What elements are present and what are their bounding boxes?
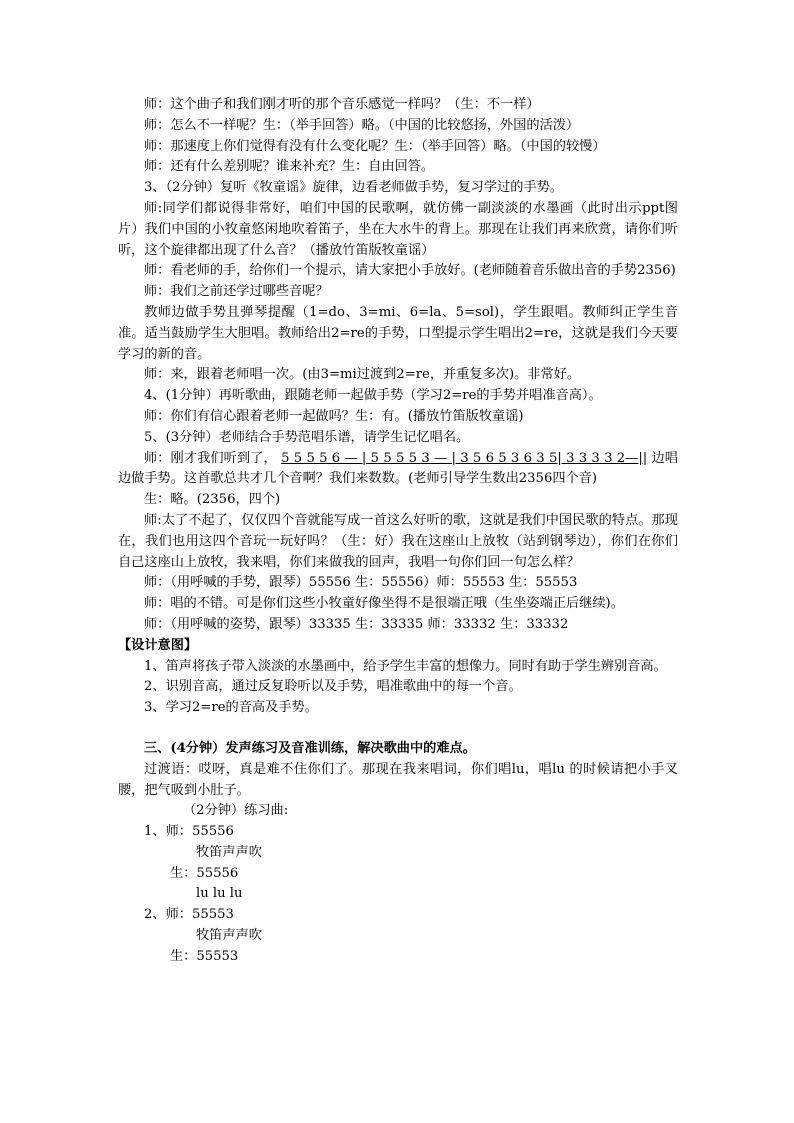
transition-text: 过渡语：哎呀，真是难不住你们了。那现在我来唱词，你们唱lu，唱lu 的时候请把小手叉腰，把气吸到小肚子。 xyxy=(118,761,678,798)
line-14 xyxy=(118,449,678,491)
design-item-2: 2、识别音高，通过反复聆听以及手势，唱准歌曲中的每一个音。 xyxy=(144,679,522,695)
section-3-title: 三、(4分钟）发声练习及音准训练，解决歌曲中的难点。 xyxy=(144,740,476,756)
line-10: 师：来，跟着老师唱一次。(由3=mi过渡到2=re，并重复多次)。非常好。 xyxy=(144,367,581,383)
exercise-1-teacher: 1、师：55556 xyxy=(144,824,234,840)
exercise-1-student: 生：55556 xyxy=(170,865,239,881)
line-9: 教师边做手势且弹琴提醒（1=do、3=mi、6=la、5=sol)，学生跟唱。教师纠正学生音准。适当鼓励学生大胆唱。教师给出2=re的手势，口型提示学生唱出2=re，这就是我们今天要学习的新的音。 xyxy=(118,304,678,362)
line-5: 3、（2分钟）复听《牧童谣》旋律，边看老师做手势，复习学过的手势。 xyxy=(144,180,563,196)
line-17: 师：（用呼喊的手势，跟琴）55556 生：55556）师：55553 生：55553 xyxy=(144,575,578,591)
line-14-intro: 师：刚才我们听到了， xyxy=(144,450,277,466)
line-7: 师：看老师的手，给你们一个提示，请大家把小手放好。(老师随着音乐做出音的手势2356) xyxy=(144,263,676,279)
line-1: 师：这个曲子和我们刚才听的那个音乐感觉一样吗？（生：不一样） xyxy=(144,97,540,112)
line-12: 师：你们有信心跟着老师一起做吗？生：有。(播放竹笛版牧童谣) xyxy=(144,408,524,424)
exercise-1-lu: lu lu lu xyxy=(196,886,243,902)
line-6: 师:同学们都说得非常好，咱们中国的民歌啊，就仿佛一副淡淡的水墨画（此时出示ppt图片）我们中国的小牧童悠闲地吹着笛子，坐在大水牛的背上。那现在让我们再来欣赏，请你们听听，这个旋律都出现了什么音？（播放竹笛版牧童谣） xyxy=(118,200,678,258)
exercise-2-lyric: 牧笛声声吹 xyxy=(196,928,262,944)
design-item-1: 1、笛声将孩子带入淡淡的水墨画中，给予学生丰富的想像力。同时有助于学生辨别音高。 xyxy=(144,658,667,674)
exercise-2-teacher: 2、师：55553 xyxy=(144,907,234,923)
design-intent-heading: 【设计意图】 xyxy=(118,637,198,653)
line-15: 生：略。(2356，四个) xyxy=(144,492,281,508)
practice-label: （2分钟）练习曲: xyxy=(183,803,289,819)
line-4: 师：还有什么差别呢？谁来补充？生：自由回答。 xyxy=(144,159,435,175)
exercise-2-student: 生：55553 xyxy=(170,948,239,964)
line-11: 4、(1分钟）再听歌曲，跟随老师一起做手势（学习2=re的手势并唱准音高）。 xyxy=(144,388,602,404)
score-notation: 5 5 5 5 6 — | 5 5 5 5 3 — | 3 5 6 5 3 6 3 5| 3 3 3 3 2—|| xyxy=(281,450,648,466)
line-8: 师：我们之前还学过哪些音呢？ xyxy=(144,284,329,300)
line-19: 师：（用呼喊的姿势，跟琴）33335 生：33335 师：33332 生：33332 xyxy=(144,616,569,632)
line-16: 师:太了不起了，仅仅四个音就能写成一首这么好听的歌，这就是我们中国民歌的特点。那现在，我们也用这四个音玩一玩好吗？（生：好）我在这座山上放牧（站到钢琴边），你们在你们自己这座山上放牧，我来唱，你们来做我的回声，我唱一句你们回一句怎么样？ xyxy=(118,512,678,570)
line-2: 师：怎么不一样呢？生：（举手回答）略。（中国的比较悠扬，外国的活泼） xyxy=(144,117,580,133)
line-18: 师：唱的不错。可是你们这些小牧童好像坐得不是很端正哦（生坐姿端正后继续)。 xyxy=(144,596,624,612)
line-14-rest: 边唱边做手势。这首歌总共才几个音啊？我们来数数。(老师引导学生数出2356四个音) xyxy=(118,450,678,487)
design-item-3: 3、学习2=re的音高及手势。 xyxy=(144,700,318,716)
line-3: 师：那速度上你们觉得有没有什么变化呢？生：（举手回答）略。（中国的较慢） xyxy=(144,138,606,154)
document-page xyxy=(118,95,678,968)
exercise-1-lyric: 牧笛声声吹 xyxy=(196,844,262,860)
line-13: 5、(3分钟）老师结合手势范唱乐谱，请学生记忆唱名。 xyxy=(144,429,470,445)
spacer xyxy=(118,719,678,739)
